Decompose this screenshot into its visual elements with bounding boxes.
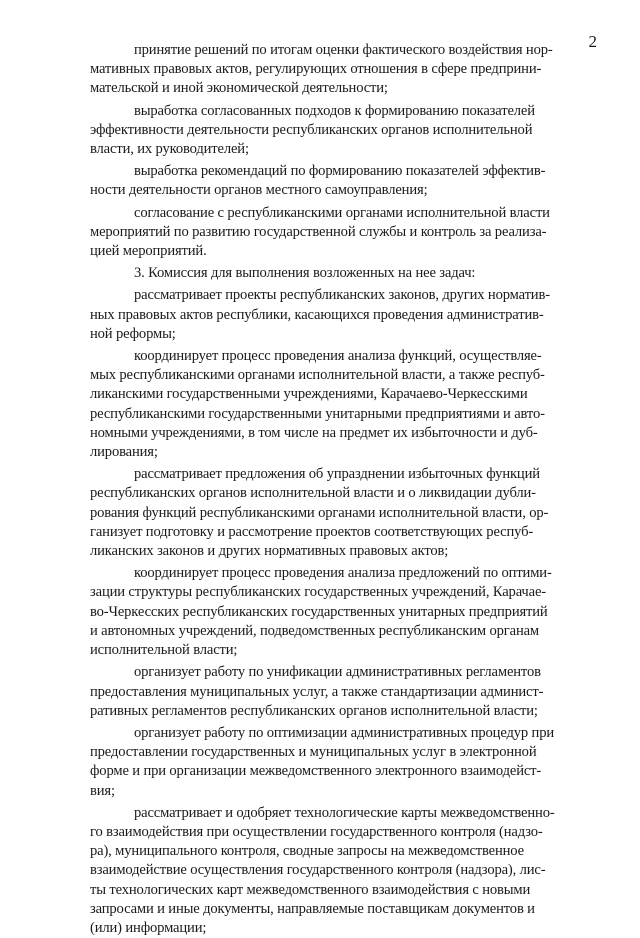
paragraph — [90, 162, 589, 200]
text-line: ности деятельности органов местного самоуправления; — [90, 182, 428, 199]
text-line: ра), муниципального контроля, сводные запросы на межведомственное — [90, 843, 524, 860]
text-line: исполнительной власти; — [90, 642, 238, 659]
text-line: запросами и иные документы, направляемые поставщикам документов и — [90, 900, 535, 917]
text-line: принятие решений по итогам оценки фактического воздействия нор- — [134, 42, 553, 58]
text-line: ной реформы; — [90, 325, 176, 342]
text-line: согласование с республиканскими органами исполнительной власти — [134, 204, 550, 221]
text-line: координирует процесс проведения анализа предложений по оптими- — [134, 565, 552, 582]
text-line: рассматривает предложения об упразднении избыточных функций — [134, 466, 540, 483]
text-line: цией мероприятий. — [90, 243, 207, 260]
text-line: го взаимодействия при осуществлении государственного контроля (надзо- — [90, 823, 543, 840]
paragraph — [90, 41, 589, 99]
paragraph — [90, 465, 589, 561]
text-line: 3. Комиссия для выполнения возложенных на нее задач: — [134, 265, 476, 282]
text-line: ганизует подготовку и рассмотрение проектов соответствующих респуб- — [90, 523, 534, 540]
text-line: предоставления муниципальных услуг, а также стандартизации админист- — [90, 683, 544, 700]
text-line: и автономных учреждений, подведомственных республиканским органам — [90, 622, 540, 639]
paragraph — [90, 347, 589, 462]
text-line: ративных регламентов республиканских органов исполнительной власти; — [90, 702, 538, 719]
document-body — [90, 41, 589, 938]
text-line: власти, их руководителей; — [90, 141, 249, 158]
text-line: во-Черкесских республиканских государственных унитарных предприятий — [90, 603, 548, 620]
text-line: рассматривает и одобряет технологические карты межведомственно- — [134, 804, 555, 821]
text-line: координирует процесс проведения анализа функций, осуществляе- — [134, 348, 542, 365]
text-line: номными учреждениями, в том числе на предмет их избыточности и дуб- — [90, 424, 538, 441]
paragraph — [90, 264, 589, 283]
text-line: мательской и иной экономической деятельности; — [90, 80, 388, 97]
text-line: ликанскими государственными учреждениями, Карачаево-Черкесскими — [90, 386, 528, 403]
paragraph — [90, 564, 589, 660]
text-line: ных правовых актов республики, касающихся проведения административ- — [90, 306, 544, 323]
text-line: форме и при организации межведомственного электронного взаимодейст- — [90, 763, 542, 780]
text-line: зации структуры республиканских государственных учреждений, Карачае- — [90, 584, 546, 601]
text-line: рассматривает проекты республиканских законов, других норматив- — [134, 287, 550, 304]
text-line: предоставлении государственных и муниципальных услуг в электронной — [90, 744, 537, 761]
text-line: республиканскими государственными унитарными предприятиями и авто- — [90, 405, 545, 422]
text-line: организует работу по унификации административных регламентов — [134, 664, 541, 681]
text-line: мых республиканскими органами исполнительной власти, а также респуб- — [90, 367, 545, 384]
text-line: взаимодействие осуществления государственного контроля (надзора), лис- — [90, 862, 546, 879]
paragraph — [90, 286, 589, 344]
text-line: рования функций республиканскими органами исполнительной власти, ор- — [90, 504, 549, 521]
text-line: ликанских законов и других нормативных правовых актов; — [90, 543, 449, 560]
text-line: (или) информации; — [90, 919, 207, 936]
text-line: ты технологических карт межведомственного взаимодействия с новыми — [90, 881, 531, 898]
paragraph — [90, 204, 589, 262]
text-line: организует работу по оптимизации административных процедур при — [134, 724, 555, 741]
text-line: лирования; — [90, 444, 158, 461]
paragraph — [90, 724, 589, 801]
page-number: 2 — [588, 32, 597, 51]
text-line: вия; — [90, 782, 115, 799]
paragraph — [90, 663, 589, 721]
text-line: эффективности деятельности республиканских органов исполнительной — [90, 121, 533, 138]
paragraph — [90, 804, 589, 938]
text-line: мероприятий по развитию государственной службы и контроль за реализа- — [90, 223, 547, 240]
paragraph — [90, 102, 589, 160]
text-line: выработка рекомендаций по формированию показателей эффектив- — [134, 163, 546, 180]
text-line: республиканских органов исполнительной власти и о ликвидации дубли- — [90, 485, 536, 502]
text-line: мативных правовых актов, регулирующих отношения в сфере предприни- — [90, 61, 542, 78]
text-line: выработка согласованных подходов к формированию показателей — [134, 102, 535, 119]
